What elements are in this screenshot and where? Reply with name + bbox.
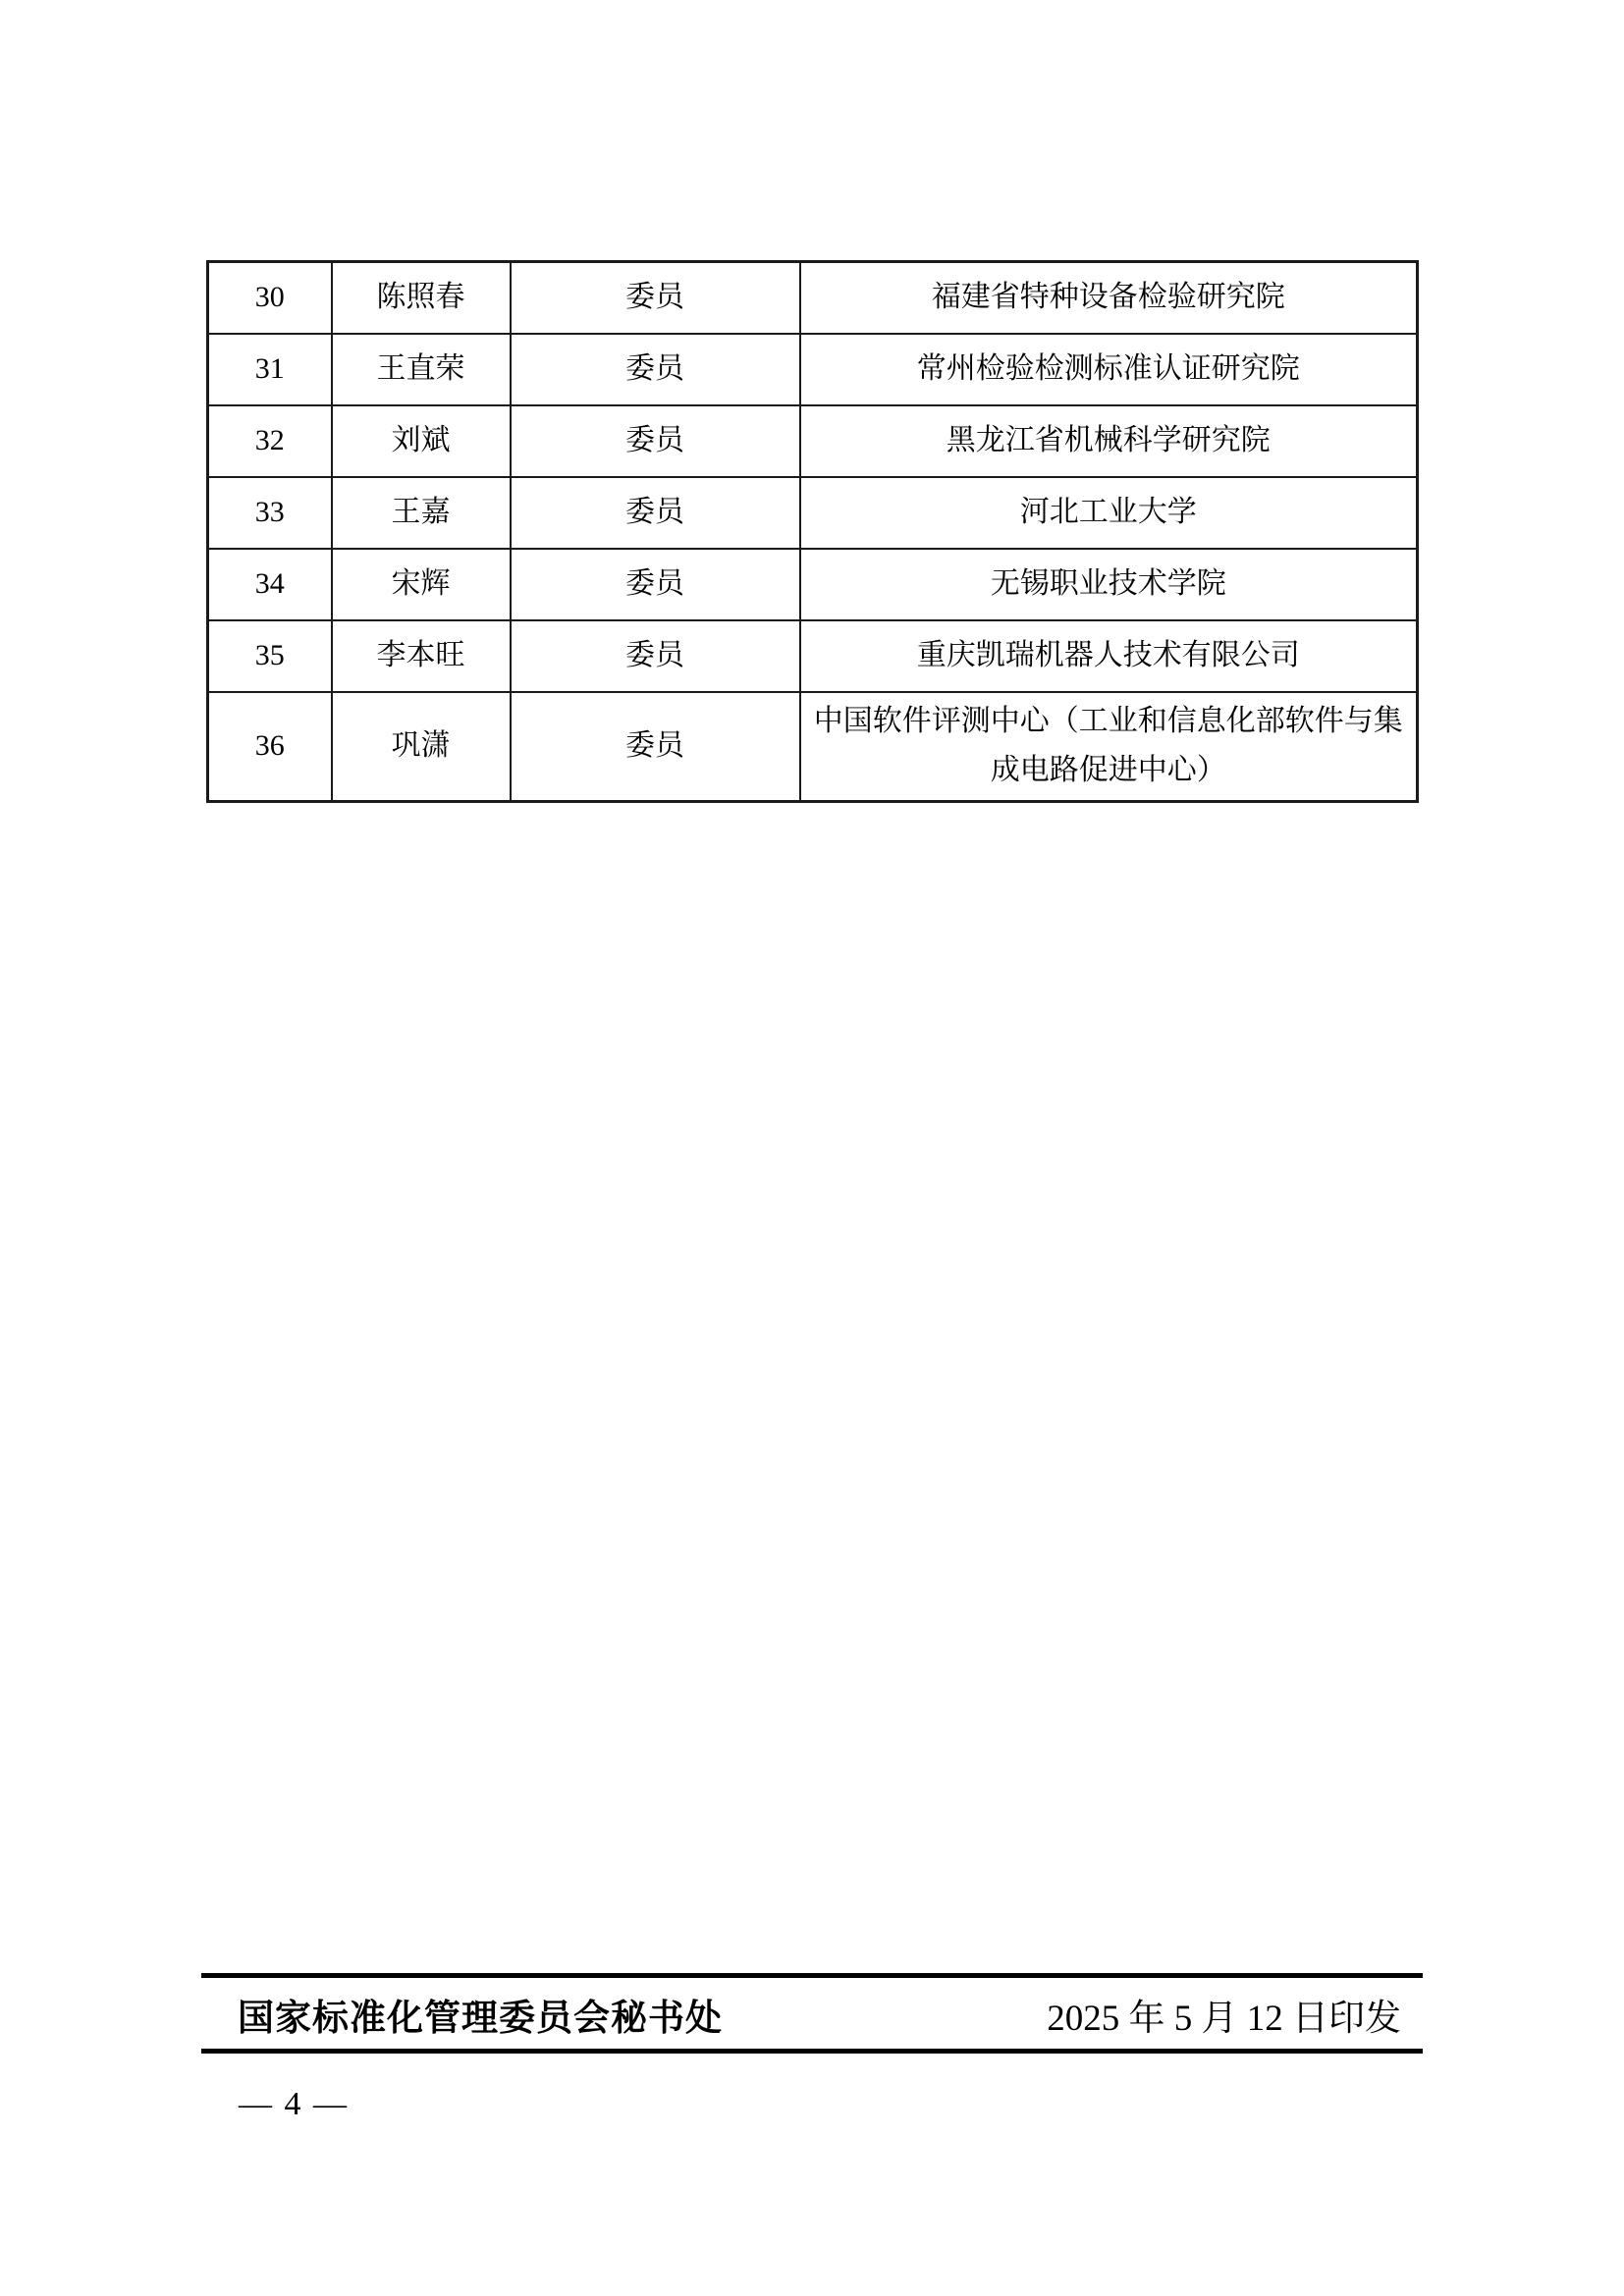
member-name: 王嘉 <box>332 477 511 549</box>
footer-row <box>201 1984 1423 2045</box>
member-number: 33 <box>208 477 332 549</box>
member-role: 委员 <box>511 262 800 334</box>
table-row <box>208 262 1418 334</box>
member-name: 刘斌 <box>332 405 511 477</box>
table-row <box>208 334 1418 405</box>
member-organization: 无锡职业技术学院 <box>800 549 1418 620</box>
table-row <box>208 692 1418 802</box>
member-name: 王直荣 <box>332 334 511 405</box>
committee-member-table-body <box>208 262 1418 802</box>
footer-rule-top <box>201 1973 1423 1978</box>
member-role: 委员 <box>511 692 800 802</box>
member-role: 委员 <box>511 477 800 549</box>
table-row <box>208 549 1418 620</box>
member-organization: 常州检验检测标准认证研究院 <box>800 334 1418 405</box>
committee-member-table <box>206 260 1419 803</box>
member-organization: 福建省特种设备检验研究院 <box>800 262 1418 334</box>
footer-issuer: 国家标准化管理委员会秘书处 <box>238 1999 723 2039</box>
table-row <box>208 405 1418 477</box>
member-organization: 中国软件评测中心（工业和信息化部软件与集成电路促进中心） <box>800 692 1418 802</box>
member-name: 宋辉 <box>332 549 511 620</box>
member-role: 委员 <box>511 405 800 477</box>
member-number: 34 <box>208 549 332 620</box>
member-organization: 河北工业大学 <box>800 477 1418 549</box>
member-name: 巩潇 <box>332 692 511 802</box>
footer-print-date: 2025 年 5 月 12 日印发 <box>1047 1999 1401 2039</box>
member-name: 李本旺 <box>332 620 511 692</box>
member-name: 陈照春 <box>332 262 511 334</box>
footer-rule-bottom <box>201 2049 1423 2054</box>
page-number: — 4 — <box>239 2086 349 2122</box>
member-number: 35 <box>208 620 332 692</box>
table-row <box>208 620 1418 692</box>
member-number: 30 <box>208 262 332 334</box>
member-role: 委员 <box>511 549 800 620</box>
member-role: 委员 <box>511 620 800 692</box>
member-organization: 黑龙江省机械科学研究院 <box>800 405 1418 477</box>
member-number: 31 <box>208 334 332 405</box>
member-role: 委员 <box>511 334 800 405</box>
table-row <box>208 477 1418 549</box>
member-number: 32 <box>208 405 332 477</box>
member-number: 36 <box>208 692 332 802</box>
member-organization: 重庆凯瑞机器人技术有限公司 <box>800 620 1418 692</box>
